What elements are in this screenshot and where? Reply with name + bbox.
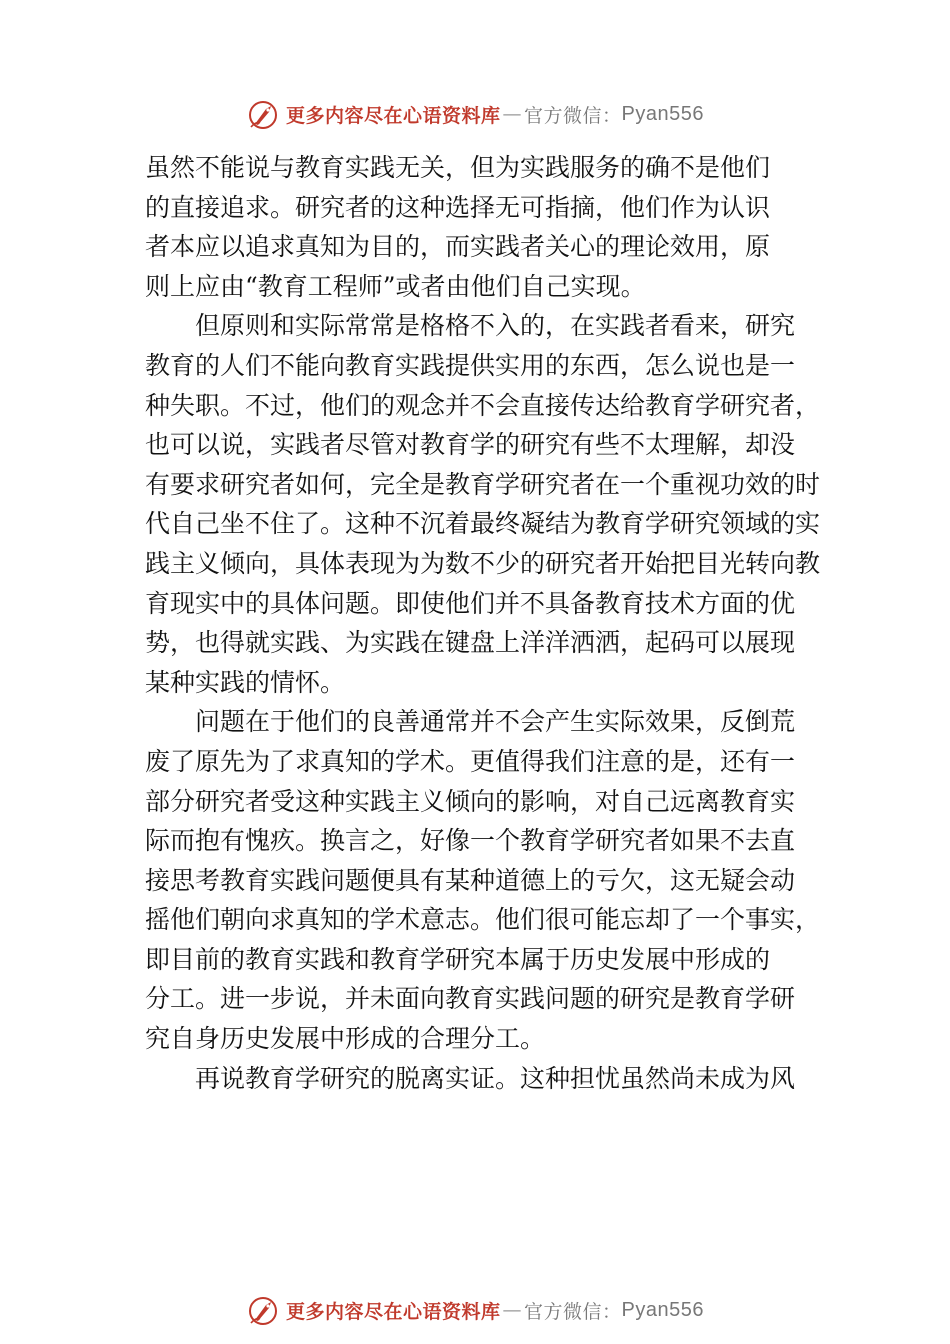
text-line: 即目前的教育实践和教育学研究本属于历史发展中形成的: [145, 944, 771, 974]
text-line: 者本应以追求真知为目的，而实践者关心的理论效用，原: [145, 232, 771, 262]
watermark-brand-text: 更多内容尽在心语资料库: [286, 104, 501, 127]
watermark-wechat-id: Pyan556: [621, 1298, 704, 1321]
watermark-official-label: 官方微信：: [524, 104, 622, 127]
text-line: 代自己坐不住了。这种不沉着最终凝结为教育学研究领域的实: [145, 509, 821, 539]
watermark-official-label: 官方微信：: [524, 1300, 622, 1323]
paragraph-first-line: 但原则和实际常常是格格不入的，在实践者看来，研究: [195, 311, 796, 341]
text-line: 际而抱有愧疚。换言之，好像一个教育学研究者如果不去直: [145, 826, 796, 856]
paragraph-first-line: 再说教育学研究的脱离实证。这种担忧虽然尚未成为风: [195, 1063, 796, 1093]
text-line: 摇他们朝向求真知的学术意志。他们很可能忘却了一个事实，: [145, 905, 821, 935]
text-line: 的直接追求。研究者的这种选择无可指摘，他们作为认识: [145, 192, 771, 222]
text-line: 分工。进一步说，并未面向教育实践问题的研究是教育学研: [145, 984, 796, 1014]
watermark-wechat-id: Pyan556: [621, 102, 704, 125]
text-line: 废了原先为了求真知的学术。更值得我们注意的是，还有一: [145, 746, 796, 776]
text-line: 部分研究者受这种实践主义倾向的影响，对自己远离教育实: [145, 786, 796, 816]
watermark-dash: —: [502, 103, 523, 125]
text-line: 有要求研究者如何，完全是教育学研究者在一个重视功效的时: [145, 469, 821, 499]
text-line: 虽然不能说与教育实践无关，但为实践服务的确不是他们: [145, 153, 771, 182]
footer-watermark: [0, 1290, 950, 1330]
text-line: 势，也得就实践、为实践在键盘上洋洋洒洒，起码可以展现: [145, 628, 796, 658]
document-body: [145, 148, 825, 1098]
text-line: 育现实中的具体问题。即使他们并不具备教育技术方面的优: [145, 588, 796, 618]
watermark-brand-text: 更多内容尽在心语资料库: [286, 1300, 501, 1323]
text-line: 也可以说，实践者尽管对教育学的研究有些不太理解，却没: [145, 430, 796, 460]
text-line: 接思考教育实践问题便具有某种道德上的亏欠，这无疑会动: [145, 865, 796, 895]
text-line: 某种实践的情怀。: [145, 667, 346, 697]
text-line: 践主义倾向，具体表现为为数不少的研究者开始把目光转向教: [145, 548, 821, 578]
text-line: 教育的人们不能向教育实践提供实用的东西，怎么说也是一: [145, 350, 796, 380]
pen-nib-circle-icon: [246, 1293, 280, 1327]
text-line: 究自身历史发展中形成的合理分工。: [145, 1024, 546, 1054]
watermark-dash: —: [502, 1299, 523, 1321]
text-line: 则上应由“教育工程师”或者由他们自己实现。: [145, 271, 646, 301]
text-line: 种失职。不过，他们的观念并不会直接传达给教育学研究者，: [145, 390, 821, 420]
header-watermark: [0, 94, 950, 134]
paragraph-first-line: 问题在于他们的良善通常并不会产生实际效果，反倒荒: [195, 707, 796, 737]
pen-nib-circle-icon: [246, 97, 280, 131]
